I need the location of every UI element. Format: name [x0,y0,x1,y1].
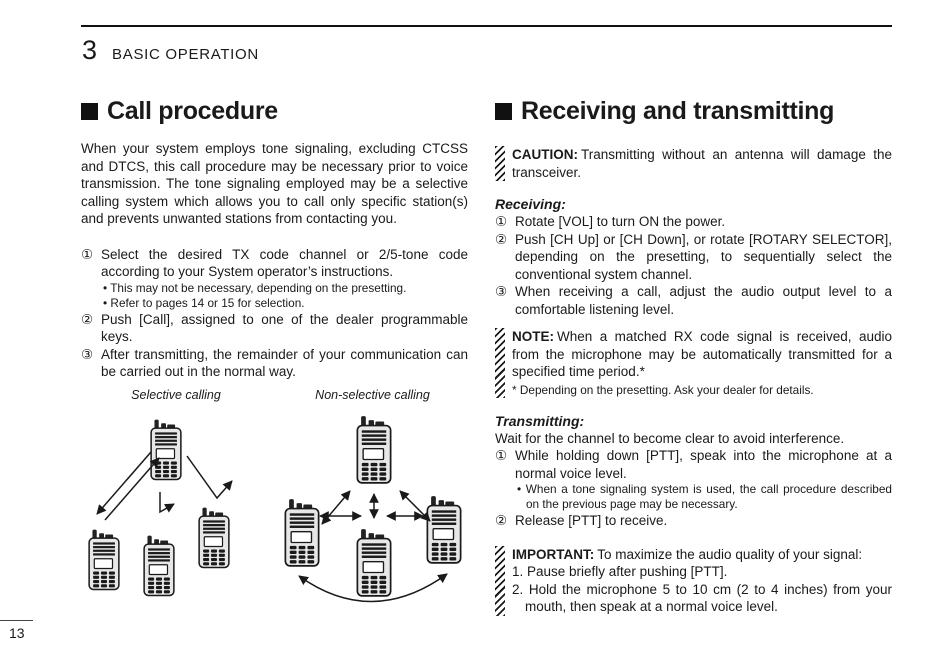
call-procedure-section [81,97,468,626]
radio-icon [357,529,390,596]
page-number: 13 [9,625,25,641]
caution-text: Transmitting without an antenna will damage the transceiver. [512,147,892,180]
important-block [495,546,892,616]
transmitting-intro: Wait for the channel to become clear to avoid interference. [495,430,845,446]
radio-icon [89,530,119,590]
note-text: When a matched RX code signal is received, audio from the microphone may be automatically transmitted for a specified time period.* [512,329,892,379]
list-item [495,213,892,231]
note-label: NOTE: [512,329,554,344]
list-item [495,512,892,530]
chapter-title: BASIC OPERATION [112,46,259,63]
call-procedure-steps [81,246,468,381]
step-number: ③ [81,346,94,362]
hazard-stripes-icon [495,328,505,398]
section-marker-icon [495,103,512,120]
calling-figure [81,387,468,626]
signal-arrows [320,491,430,524]
selective-calling-art [81,406,271,608]
step-number: ① [495,448,508,463]
section-marker-icon [81,103,98,120]
non-selective-calling-art [277,406,468,621]
step-text: While holding down [PTT], speak into the microphone at a normal voice level. [515,448,892,481]
caution-text-block [512,146,892,181]
step-sub-bullets [515,482,892,512]
note-block [495,328,892,398]
step-number: ③ [495,284,508,299]
section-heading [81,97,468,126]
non-selective-calling-diagram [277,387,468,626]
step-text: Push [Call], assigned to one of the dealer programmable keys. [101,311,468,345]
radio-icon [144,536,174,596]
note-text-block [512,328,892,398]
sub-bullet: • When a tone signaling system is used, the call procedure described on the previous page may be necessary. [515,482,892,512]
page-number-rule [0,620,33,621]
radio-icon [357,416,390,483]
important-text-block [512,546,892,616]
hazard-stripes-icon [495,546,505,616]
section-heading-text: Call procedure [107,97,278,125]
step-number: ② [495,513,508,529]
hazard-stripes-icon [495,146,505,181]
sub-bullet: • This may not be necessary, depending on the presetting. [101,281,468,296]
step-text: Select the desired TX code channel or 2/5-tone code according to your System operator’s instructions. [101,246,468,279]
section-heading-text: Receiving and transmitting [521,97,835,125]
chapter-header [82,37,259,64]
step-text: Release [PTT] to receive. [515,513,668,529]
selective-calling-diagram [81,387,271,626]
receiving-transmitting-section [495,97,892,616]
step-text: Push [CH Up] or [CH Down], or rotate [ROTARY SELECTOR], depending on the presetting, to sequentially select the conventional system channel. [515,231,892,282]
step-number: ① [81,246,94,262]
step-number: ① [495,214,508,229]
important-item: 2. Hold the microphone 5 to 10 cm (2 to 4 inches) from your mouth, then speak at a normal voice level. [512,581,892,615]
intro-paragraph: When your system employs tone signaling, excluding CTCSS and DTCS, this call procedure may be necessary prior to voice transmission. The tone signaling employed may be a selective calling system which allows you to call only specific station(s) and prevents unwanted stations from contacting you. [81,141,468,226]
list-item [495,283,892,318]
transmitting-steps [495,447,892,530]
caution-block [495,146,892,181]
figure-caption: Selective calling [131,387,221,402]
step-text: When receiving a call, adjust the audio output level to a comfortable listening level. [515,284,892,317]
list-item [81,346,468,381]
section-heading [495,97,892,126]
step-text: Rotate [VOL] to turn ON the power. [515,214,726,229]
step-sub-bullets [101,281,468,311]
list-item [81,246,468,281]
important-item: 1. Pause briefly after pushing [PTT]. [512,564,728,580]
header-rule [81,25,892,27]
radio-icon [199,508,229,568]
receiving-subheading: Receiving: [495,196,566,212]
step-number: ② [495,231,508,247]
step-text: After transmitting, the remainder of your communication can be carried out in the normal way. [101,346,468,380]
important-label: IMPORTANT: [512,546,595,562]
receiving-steps [495,213,892,318]
sub-bullet: • Refer to pages 14 or 15 for selection. [101,296,468,311]
note-footnote: * Depending on the presetting. Ask your dealer for details. [512,382,814,397]
step-number: ② [81,311,94,327]
caution-label: CAUTION: [512,147,578,162]
list-item [495,231,892,284]
transmitting-subheading: Transmitting: [495,412,585,429]
list-item [495,447,892,482]
radio-icon [151,420,181,480]
figure-caption: Non-selective calling [315,387,430,402]
important-text: To maximize the audio quality of your signal: [597,546,863,562]
list-item [81,311,468,346]
radio-icon [285,499,318,566]
chapter-number: 3 [82,35,98,65]
radio-icon [427,496,460,563]
